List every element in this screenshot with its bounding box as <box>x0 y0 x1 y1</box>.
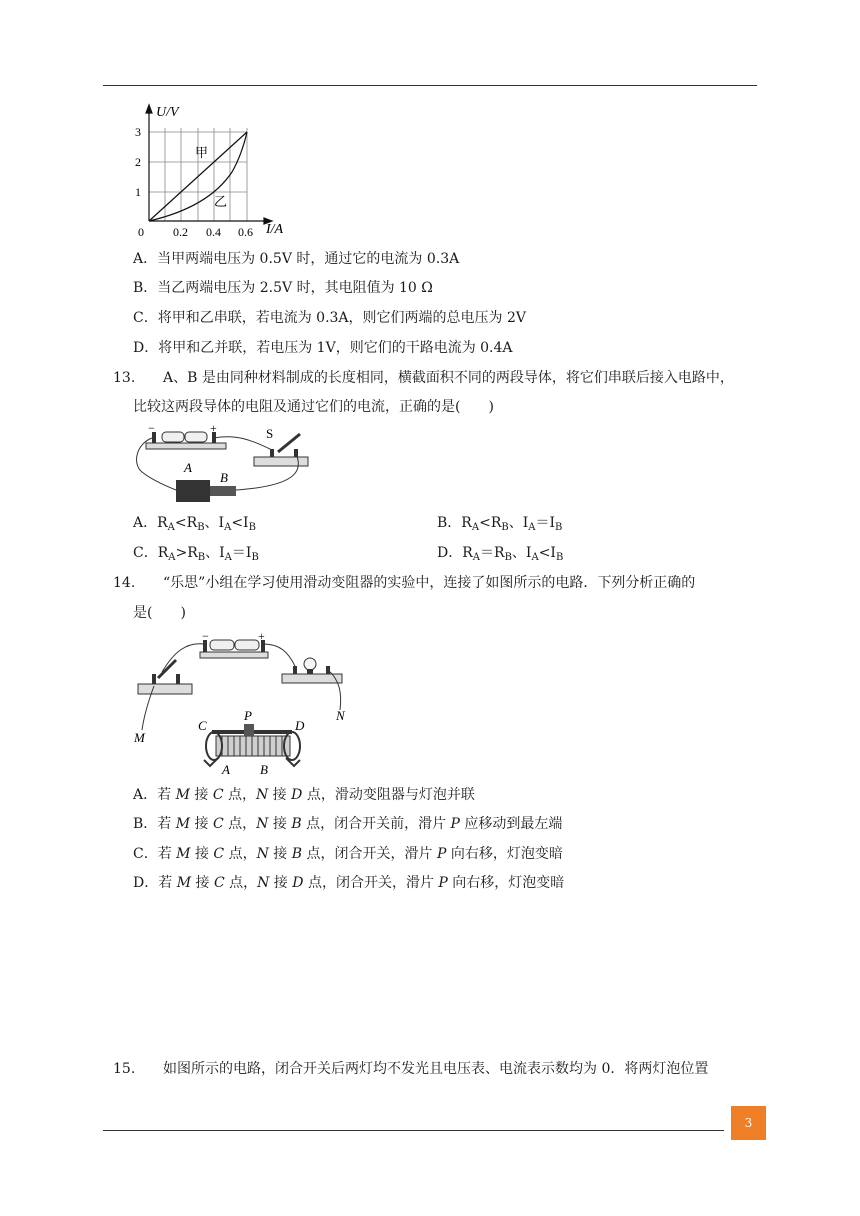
q13-stem-line1: A、B 是由同种材料制成的长度相同，横截面积不同的两段导体，将它们串联后接入电路中， <box>163 370 734 386</box>
ui-graph <box>128 100 288 240</box>
x-tick-0.6: 0.6 <box>238 225 253 239</box>
x-tick-0.2: 0.2 <box>173 225 188 239</box>
battery-board <box>146 443 226 449</box>
q14-number: 14. <box>113 575 136 591</box>
q14-option-a: A．若 M 接 C 点，N 接 D 点，滑动变阻器与灯泡并联 <box>133 787 475 803</box>
battery-cell-icon <box>235 640 259 650</box>
y-tick-3: 3 <box>135 125 141 139</box>
battery-plus-label: + <box>258 630 265 643</box>
y-tick-1: 1 <box>135 185 141 199</box>
switch-post-icon <box>176 674 180 684</box>
slider-p-label: P <box>244 708 252 723</box>
q14-option-d: D．若 M 接 C 点，N 接 D 点，闭合开关，滑片 P 向右移，灯泡变暗 <box>133 875 565 891</box>
terminal-b-label: B <box>260 762 268 777</box>
switch-post-icon <box>152 674 156 684</box>
conductor-b <box>210 486 236 496</box>
y-axis-label: U/V <box>156 105 179 120</box>
curve-yi-label: 乙 <box>214 194 228 209</box>
battery-cell-icon <box>162 432 184 442</box>
q14-option-b: B．若 M 接 C 点，N 接 B 点，闭合开关前，滑片 P 应移动到最左端 <box>133 816 563 832</box>
battery-minus-label: − <box>148 424 155 435</box>
q15-number: 15. <box>113 1061 136 1077</box>
q14-stem-line2: 是( ) <box>133 605 186 621</box>
q15-stem-line1: 如图所示的电路，闭合开关后两灯均不发光且电压表、电流表示数均为 0．将两灯泡位置 <box>163 1061 709 1077</box>
battery-cell-icon <box>210 640 234 650</box>
x-tick-0.4: 0.4 <box>206 225 221 239</box>
x-tick-0: 0 <box>138 225 144 239</box>
rheostat-feet <box>204 758 300 766</box>
header-rule <box>103 85 757 86</box>
y-tick-2: 2 <box>135 155 141 169</box>
q13-option-b: B．$R_A<R_B$、$I_A=I_B$ <box>437 515 563 533</box>
lamp-bulb-icon <box>304 658 316 670</box>
q13-option-c: C．$R_A>R_B$、$I_A=I_B$ <box>133 545 259 563</box>
conductor-b-label: B <box>220 470 228 485</box>
terminal-d-label: D <box>295 718 305 733</box>
q12-option-c: C．将甲和乙串联，若电流为 0.3A，则它们两端的总电压为 2V <box>133 310 527 326</box>
battery-cell-icon <box>185 432 207 442</box>
battery-minus-label: − <box>202 630 209 643</box>
q12-option-a: A．当甲两端电压为 0.5V 时，通过它的电流为 0.3A <box>133 251 460 267</box>
switch-board <box>254 457 308 466</box>
switch-post-icon <box>294 449 298 457</box>
battery-board <box>200 652 268 658</box>
q14-circuit-figure <box>130 630 360 778</box>
wire-n-label: N <box>336 708 345 723</box>
switch-board <box>138 684 192 694</box>
q12-option-d: D．将甲和乙并联，若电压为 1V，则它们的干路电流为 0.4A <box>133 340 513 356</box>
conductor-a-label: A <box>184 460 192 475</box>
terminal-a-label: A <box>222 762 230 777</box>
q14-option-c: C．若 M 接 C 点，N 接 B 点，闭合开关，滑片 P 向右移，灯泡变暗 <box>133 846 563 862</box>
terminal-c-label: C <box>198 718 207 733</box>
q12-option-b: B．当乙两端电压为 2.5V 时，其电阻值为 10 Ω <box>133 280 433 296</box>
switch-post-icon <box>270 449 274 457</box>
rheostat-coil <box>216 736 290 756</box>
q13-stem-line2: 比较这两段导体的电阻及通过它们的电流，正确的是( ) <box>133 399 494 415</box>
q13-circuit-figure <box>132 424 314 506</box>
switch-label-s: S <box>266 426 274 441</box>
terminal-icon <box>293 666 297 674</box>
q13-number: 13. <box>113 370 136 386</box>
q13-option-d: D．$R_A=R_B$、$I_A<I_B$ <box>437 545 564 563</box>
x-axis-label: I/A <box>266 222 284 237</box>
page-number-badge: 3 <box>731 1106 766 1140</box>
battery-plus-label: + <box>210 424 217 435</box>
curve-jia-label: 甲 <box>195 145 209 160</box>
rheostat-slider-p <box>244 724 254 736</box>
y-axis-arrow <box>146 105 152 113</box>
q14-stem-line1: “乐思”小组在学习使用滑动变阻器的实验中，连接了如图所示的电路．下列分析正确的 <box>163 575 696 591</box>
wire-m-label: M <box>134 730 145 745</box>
q13-option-a: A．$R_A<R_B$、$I_A<I_B$ <box>133 515 256 533</box>
lamp-base-icon <box>307 669 313 674</box>
switch-knife-icon <box>158 660 176 678</box>
footer-rule <box>103 1130 724 1131</box>
conductor-a <box>176 480 210 502</box>
